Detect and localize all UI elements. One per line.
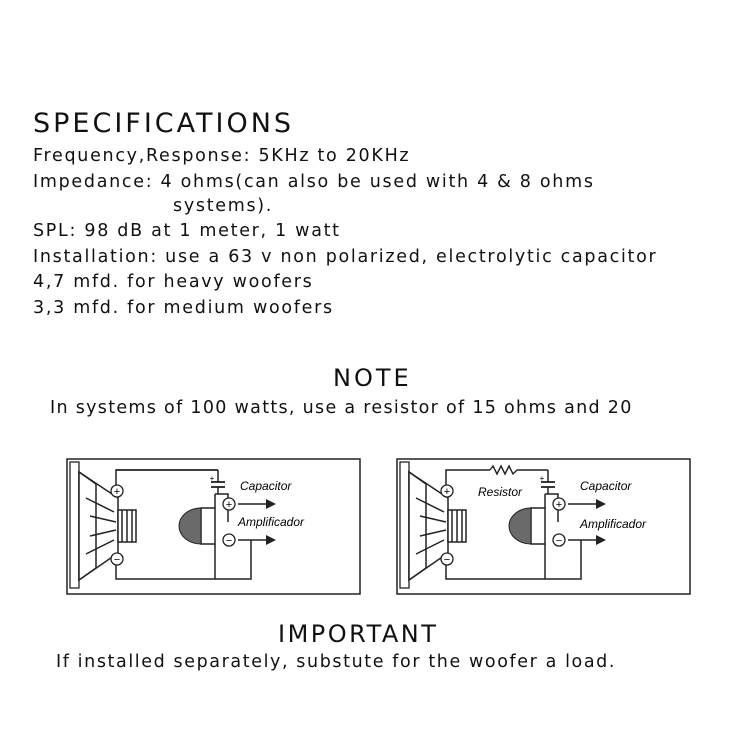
amp-minus-terminal: − xyxy=(555,535,563,547)
note-title: NOTE xyxy=(333,364,412,392)
spec-impedance-cont: systems). xyxy=(173,196,274,216)
capacitor-plus-mark: + xyxy=(539,474,545,483)
woofer-minus-terminal: − xyxy=(443,554,451,566)
spec-spl: SPL: 98 dB at 1 meter, 1 watt xyxy=(33,221,341,241)
capacitor-label: Capacitor xyxy=(580,479,632,493)
amplifier-label: Amplificador xyxy=(238,515,305,529)
speaker-icon xyxy=(79,472,136,580)
spec-heavy-woofers: 4,7 mfd. for heavy woofers xyxy=(33,272,314,292)
note-text: In systems of 100 watts, use a resistor of 15 ohms and 20 xyxy=(50,398,633,418)
spec-impedance: Impedance: 4 ohms(can also be used with 4 & 8 ohms xyxy=(33,172,595,192)
spec-medium-woofers: 3,3 mfd. for medium woofers xyxy=(33,298,334,318)
tweeter-icon xyxy=(179,508,215,544)
spec-installation: Installation: use a 63 v non polarized, electrolytic capacitor xyxy=(33,247,658,267)
woofer-plus-terminal: + xyxy=(443,486,451,498)
amp-plus-terminal: + xyxy=(225,499,233,511)
resistor-icon xyxy=(490,466,517,474)
wiring-diagram-resistor xyxy=(396,458,692,596)
amp-plus-terminal: + xyxy=(555,499,563,511)
woofer-plus-terminal: + xyxy=(113,486,121,498)
resistor-label: Resistor xyxy=(478,485,523,499)
important-text: If installed separately, substute for the woofer a load. xyxy=(56,652,617,672)
wiring-diagram-capacitor xyxy=(66,458,362,596)
important-title: IMPORTANT xyxy=(278,620,439,648)
woofer-minus-terminal: − xyxy=(113,554,121,566)
capacitor-label: Capacitor xyxy=(240,479,292,493)
speaker-icon xyxy=(409,472,466,580)
tweeter-icon xyxy=(509,508,545,544)
specifications-title: SPECIFICATIONS xyxy=(33,108,295,139)
amp-minus-terminal: − xyxy=(225,535,233,547)
amplifier-label: Amplificador xyxy=(580,517,647,531)
spec-frequency: Frequency,Response: 5KHz to 20KHz xyxy=(33,146,411,166)
capacitor-plus-mark: + xyxy=(209,474,215,483)
